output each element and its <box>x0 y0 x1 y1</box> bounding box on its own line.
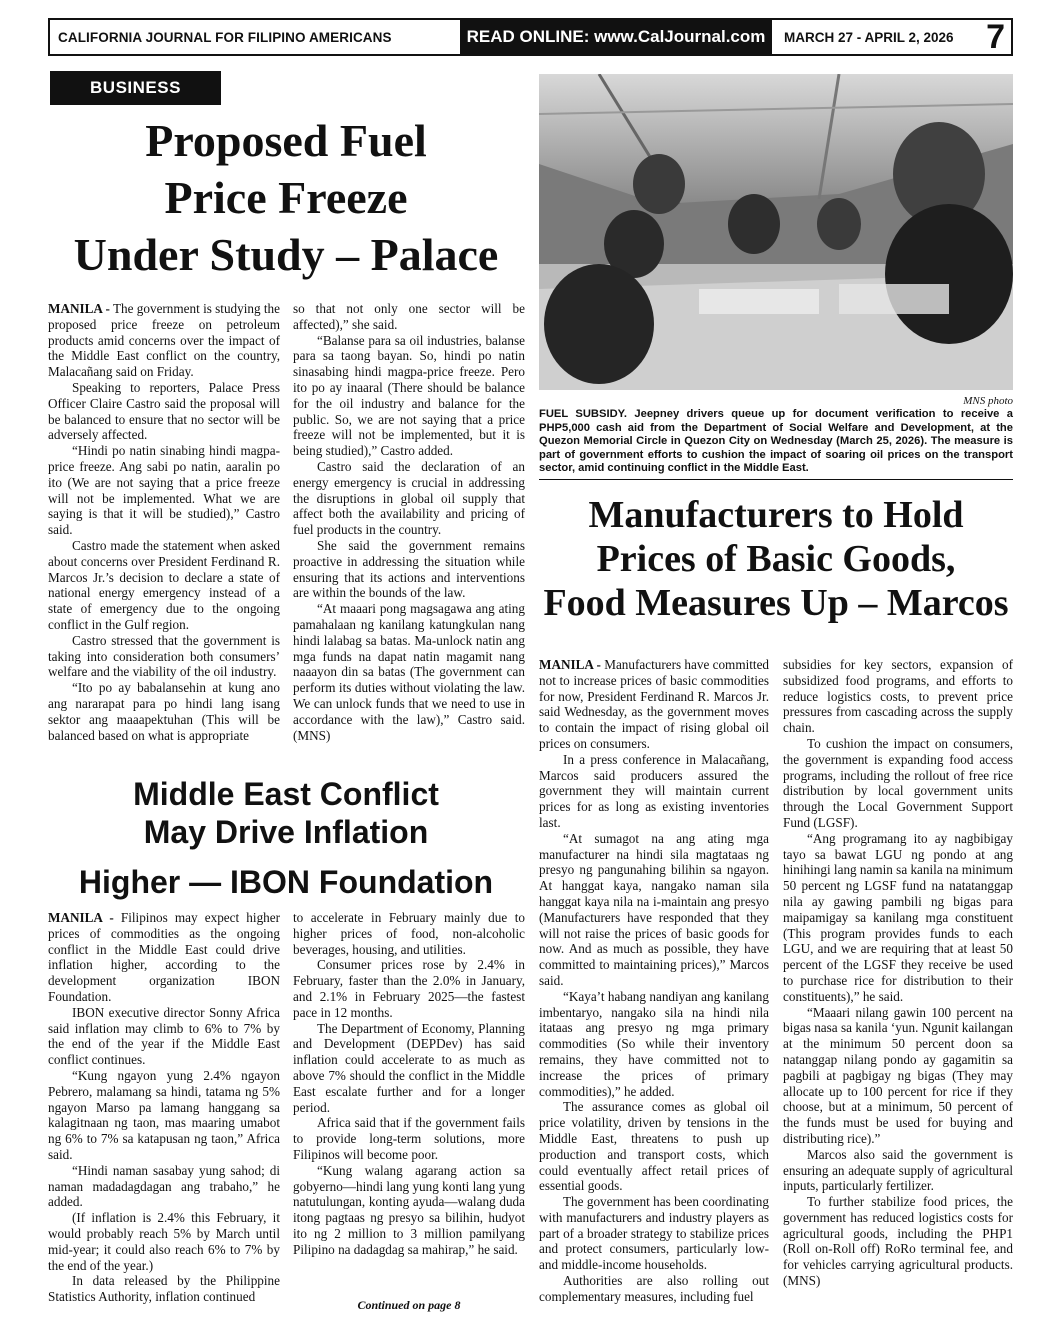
article1-headline: Proposed Fuel Price Freeze Under Study – Palace <box>73 115 499 280</box>
article1-column-1: MANILA - The government is studying the proposed price freeze on petroleum products amid concerns over the impact of the Middle East conflict on the country, Malacañang said on Friday. Speaking to reporters, Palace Press Officer Claire Castro said the proposal will be balanced to ensure that no sector will be adversely affected. “Hindi po natin sinabing hindi magpa-price freeze. Ang sabi po natin, aaralin po ito (We are not saying that a price freeze will not be implemented. What we are saying is that it will be studied),” Castro said. Castro made the statement when asked about concerns over President Ferdinand R. Marcos Jr.’s decision to declare a state of national energy emergency instead of a state of emergency due to the ongoing conflict in the Gulf region. Castro stressed that the government is taking into consideration both consumers’ welfare and the viability of the oil industry. “Ito po ay babalansehin at kung ano ang nararapat para po hindi lang isang sektor ang maaapektuhan (This will be balanced based on what is appropriate <box>48 301 281 743</box>
article2-headline: Manufacturers to Hold Prices of Basic Goods, Food Measures Up – Marcos <box>543 494 1009 624</box>
article1-column-2: so that not only one sector will be affected),” she said. “Balanse para sa oil industries, balanse para sa taong bayan. So, hindi po natin sinasabing hindi magpa-price freeze. Pero ito po ay inaaral (There should be balance for the oil industry and balance for the public. So, we are not saying that a price freeze will not be implemented, but it is being studied),” Castro added. Castro said the declaration of an energy emergency is crucial in addressing the disruptions in global oil supply that affect both the availability and pricing of fuel products in the country. She said the government remains proactive in addressing the situation while ensuring that its actions and interventions are within the bounds of the law. “At maaari pong magsagawa ang ating pamahalaan ng kanilang katungkulan nang hindi lalabag sa batas. Ma-unlock natin ang mga funds na dapat natin magamit nang naaayon din sa batas (The government can perform its duties without violating the law. We can unlock funds that we need to use in accordance with the law),” Castro said. (MNS) <box>293 301 525 743</box>
photo-caption: FUEL SUBSIDY. Jeepney drivers queue up for document verification to receive a PHP5,000 cash aid from the Department of Social Welfare and Development, at the Quezon Memorial Circle in Quezon City on Wednesday (March 25, 2026). The measure is part of government efforts to cushion the impact of soaring oil prices on the transport sector, amid continuing conflict in the Middle East. <box>539 408 1013 475</box>
news-photo <box>539 74 1013 390</box>
section-label: BUSINESS <box>50 71 221 105</box>
masthead-bar <box>48 18 1013 56</box>
article3-column-1: MANILA - Filipinos may expect higher prices of commodities as the ongoing conflict in the Middle East could drive inflation higher, according to the development organization IBON Foundation. IBON executive director Sonny Africa said inflation may climb to 6% to 7% by the end of the year if the Middle East conflict continues. “Kung ngayon yung 2.4% ngayon Pebrero, malamang sa hindi, tatama ng 5% ngayon Marso pa lamang hanggang sa kalagitnaan ng taon, mas maaring umabot ng 6% to 7% sa katapusan ng taon,” Africa said. “Hindi naman sasabay yung sahod; di naman madadagdagan ang trabaho,” he added. (If inflation is 2.4% this February, it would probably reach 5% by March until mid-year; it could also reach 6% to 7% by the end of the year.) In data released by the Philippine Statistics Authority, inflation continued <box>48 910 280 1305</box>
read-online-link[interactable]: READ ONLINE: www.CalJournal.com <box>460 20 772 54</box>
publication-name: CALIFORNIA JOURNAL FOR FILIPINO AMERICANS <box>58 29 392 45</box>
divider <box>539 479 1013 480</box>
article3-column-2: to accelerate in February mainly due to higher prices of food, non-alcoholic beverages, housing, and utilities. Consumer prices rose by 2.4% in February, faster than the 2.0% in January, and 2.1% in February 2025—the fastest pace in 12 months. The Department of Economy, Planning and Development (DEPDev) has said inflation could accelerate to as much as above 7% should the conflict in the Middle East escalate further and for a longer period. Africa said that if the government fails to provide long-term solutions, more Filipinos will become poor. “Kung walang agarang action sa gobyerno—hindi lang yung konti lang yung natutulungan, konting ayuda—walang duda itong pagtaas ng presyo sa bilihin, hudyot ito ng 2 million to 3 million pamilyang Pilipino na dadagdag sa mahirap,” he said. <box>293 910 525 1257</box>
article2-column-1: MANILA - Manufacturers have committed not to increase prices of basic commodities for now, President Ferdinand R. Marcos Jr. said Wednesday, as the government moves to contain the impact of rising global oil prices on consumers. In a press conference in Malacañang, Marcos said producers assured the government they will maintain current prices for as long as existing inventories last. “At sumagot na ang ating mga manufacturer na hindi sila magtataas ng presyo ng pangunahing bilihin sa ngayon. At hanggat kaya, nangako naman sila hanggat kaya nila na i-maintain ang presyo (Manufacturers have responded that they will not raise the prices of basic goods for now. And as much as possible, they have committed to maintaining prices),” Marcos said. “Kaya’t habang nandiyan ang kanilang imbentaryo, nangako sila na hindi nila itataas ang presyo ng mga primary commodities (So while their inventory remains, they have committed not to increase the prices of primary commodities),” he added. The assurance comes as global oil price volatility, driven by tensions in the Middle East, threatens to push up production and transport costs, which could eventually affect retail prices of essential goods. The government has been coordinating with manufacturers and industry players as part of a broader strategy to stabilize prices and protect consumers, particularly low- and middle-income households. Authorities are also rolling out complementary measures, including fuel <box>539 657 770 1304</box>
article2-column-2: subsidies for key sectors, expansion of subsidized food programs, and efforts to reduce logistics costs, to prevent price pressures from cascading across the supply chain. To cushion the impact on consumers, the government is expanding food access programs, including the rollout of free rice distribution by local government units through the Local Government Support Fund (LGSF). “Ang programang ito ay nagbibigay tayo sa bawat LGU ng pondo at ang hinihingi lang namin sa kanila na minimum 50 percent ng LGSF fund na natatanggap nila ay gawing pambili ng bigas para maipamigay sa kanilang mga constituent (This program provides funds to each LGU, and we are requiring that at least 50 percent of the LGSF they receive be used to purchase rice for distribution to their constituents),” he said. “Maaari nilang gawin 100 percent na bigas nasa sa kanila ‘yun. Ngunit kailangan at the minimum 50 percent doon sa natanggap nilang pondo ay gagamitin sa pagbili at pagbigay ng bigas (They may allocate up to 100 percent for rice if they choose, but at a minimum, 50 percent of the funds must be used for buying and distributing rice).” Marcos also said the government is ensuring an adequate supply of agricultural inputs, particularly fertilizer. To further stabilize food prices, the government has reduced logistics costs for agricultural goods, including the PHP1 (Roll on-Roll off) RoRo terminal fee, and for vehicles carrying agricultural products. (MNS) <box>783 657 1014 1289</box>
continued-link[interactable]: Continued on page 8 <box>357 1298 461 1312</box>
photo-credit: MNS photo <box>963 395 1013 407</box>
article3-headline: Middle East Conflict May Drive Inflation Higher — IBON Foundation <box>78 776 494 900</box>
page-number: 7 <box>986 18 1005 56</box>
issue-date: MARCH 27 - APRIL 2, 2026 <box>784 29 954 45</box>
